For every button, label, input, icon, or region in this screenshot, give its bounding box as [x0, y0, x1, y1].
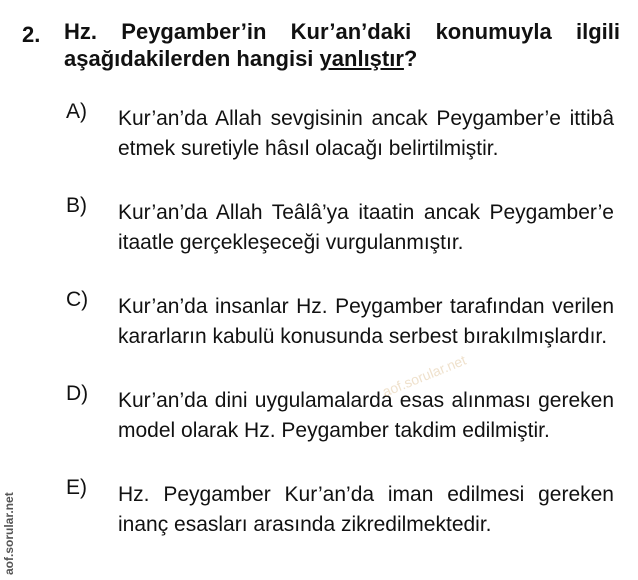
question-mark: ?	[403, 46, 418, 71]
option-letter: B)	[66, 194, 87, 217]
watermark: aof.sorular.net	[380, 351, 469, 400]
answer-options	[66, 100, 616, 574]
option-letter: A)	[66, 100, 87, 123]
option-d[interactable]	[66, 382, 616, 480]
side-watermark: aof.sorular.net	[2, 492, 16, 575]
option-text: Hz. Peygamber Kur’an’da iman edilmesi gereken inanç esasları arasında zikredilmektedir.	[118, 483, 614, 536]
option-b[interactable]	[66, 194, 616, 292]
option-text: Kur’an’da insanlar Hz. Peygamber tarafından verilen kararların kabulü konusunda serbest bırakılmışlardır.	[118, 295, 614, 348]
question-text-main: Hz. Peygamber’in Kur’an’daki konumuyla ilgili aşağıdakilerden hangisi	[64, 19, 620, 71]
question-keyword: yanlıştır	[319, 46, 404, 71]
option-letter: D)	[66, 382, 89, 405]
option-text: Kur’an’da Allah sevgisinin ancak Peygamber’e ittibâ etmek suretiyle hâsıl olacağı belirtilmiştir.	[118, 107, 614, 160]
option-text: Kur’an’da Allah Teâlâ’ya itaatin ancak Peygamber’e itaatle gerçekleşeceği vurgulanmıştır.	[118, 201, 614, 254]
option-letter: C)	[66, 288, 89, 311]
option-text: Kur’an’da dini uygulamalarda esas alınması gereken model olarak Hz. Peygamber takdim edilmiştir.	[118, 389, 614, 442]
option-e[interactable]	[66, 476, 616, 574]
question-text	[64, 18, 620, 72]
option-a[interactable]	[66, 100, 616, 198]
option-c[interactable]	[66, 288, 616, 386]
option-letter: E)	[66, 476, 87, 499]
question-number: 2.	[22, 22, 41, 47]
